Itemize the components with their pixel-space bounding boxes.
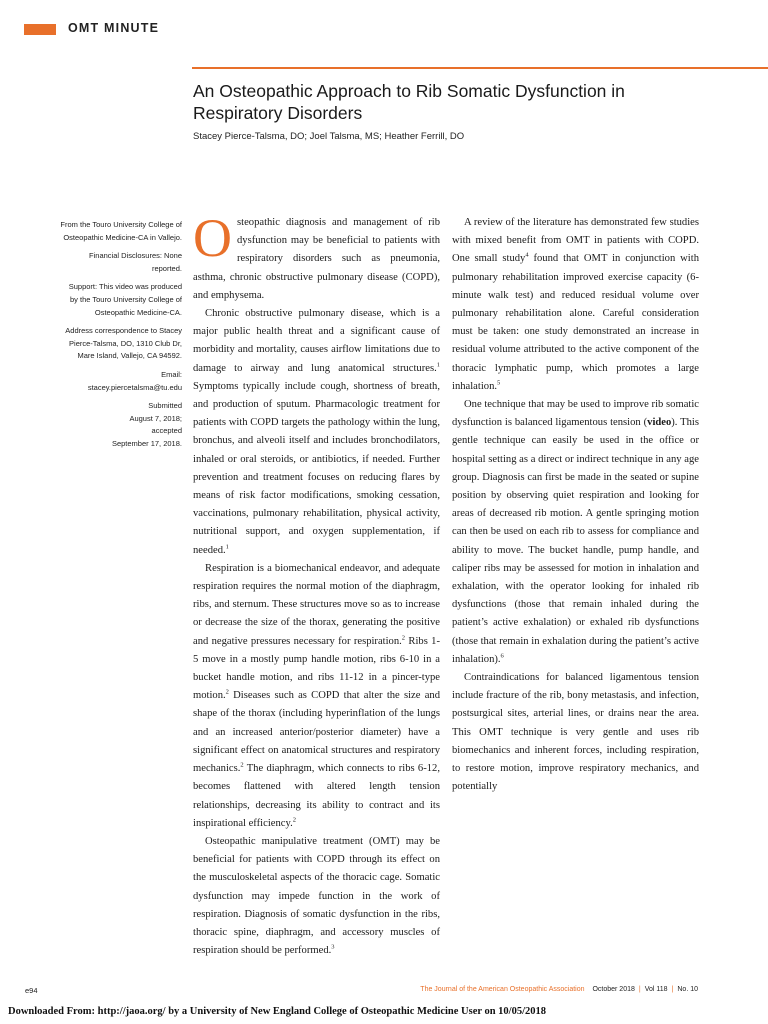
accepted-label: accepted [151, 426, 182, 436]
reference-3[interactable]: 3 [331, 943, 335, 951]
financial-disclosures: Financial Disclosures: None reported. [89, 251, 182, 273]
video-link[interactable]: video [647, 417, 672, 429]
submission-dates [60, 400, 182, 450]
drop-cap: O [193, 208, 232, 268]
affiliation: From the Touro University College of Osteopathic Medicine-CA in Vallejo. [60, 220, 182, 242]
issue-number: No. 10 [677, 986, 698, 993]
paragraph-omt: Osteopathic manipulative treatment (OMT) may be beneficial for patients with COPD through its effect on the musculoskeletal aspects of the thoracic cage. Somatic dysfunction may impede function in the work of respiration. Diagnosis of somatic dysfunction in the ribs, thoracic spine, diaphragm, and accessory muscles of respiration should be performed.$^3$ [193, 835, 440, 957]
issue-date: October 2018 [592, 986, 635, 993]
download-notice: Downloaded From: http://jaoa.org/ by a University of New England College of Osteopathic Medicine User on 10/05/2018 [8, 1006, 547, 1017]
reference-2[interactable]: 2 [401, 634, 406, 642]
correspondence-address: Address correspondence to Stacey Pierce-Talsma, DO, 1310 Club Dr, Mare Island, Vallejo, CA 94592. [65, 326, 182, 361]
journal-footer [420, 986, 698, 993]
footer-separator: | [671, 986, 674, 993]
journal-name: The Journal of the American Osteopathic Association [420, 986, 585, 993]
submitted-date: August 7, 2018; [129, 413, 182, 423]
article-sidebar [60, 219, 182, 457]
section-marker [24, 24, 56, 35]
footer-separator: | [638, 986, 641, 993]
body-column-right [452, 214, 699, 797]
accepted-date: September 17, 2018. [111, 438, 182, 448]
reference-2[interactable]: 2 [240, 761, 244, 769]
email-link[interactable]: stacey.piercetalsma@tu.edu [87, 382, 182, 392]
paragraph-copd: Chronic obstructive pulmonary disease, which is a major public health threat and a significant cause of morbidity and mortality, causes airflow limitations due to damage to airway and lung anatomical structures.$^1$ Symptoms typically include cough, shortness of breath, and production of sputum. Pharmacologic treatment for patients with COPD targets the pathology within the lung, bronchus, and alveoli itself and includes bronchodilators, inhaled or oral steroids, or antibiotics, if needed. Further prevention and treatment focuses on reducing flares by means of risk factor modifications, smoking cessation, vaccinations, pulmonary rehabilitation, physical activity, nutritional support, and oxygen supplementation, if needed.$^1$ [193, 308, 440, 556]
reference-6[interactable]: 6 [500, 652, 504, 660]
reference-1[interactable]: 1 [225, 543, 229, 551]
reference-2[interactable]: 2 [225, 688, 229, 696]
paragraph-respiration: Respiration is a biomechanical endeavor, and adequate respiration requires the normal motion of the diaphragm, ribs, and sternum. These structures move so as to increase or decrease the size of the thorax, generating the positive and negative pressures necessary for respiration.$^2$ Ribs 1-5 move in a mostly pump handle motion, ribs 6-10 in a bucket handle motion, and ribs 11-12 in a pincer-type motion.$^2$ Diseases such as COPD that alter the size and shape of the thorax (including hyperinflation of the lungs and an increased anterior/posterior diameter) have a significant effect on anatomical structures and respiratory mechanics.$^2$ The diaphragm, which connects to ribs 6-12, becomes flattened with altered length tension relationships, decreasing its ability to contract and its inspirational efficiency.$^2$ [193, 562, 440, 829]
article-title: An Osteopathic Approach to Rib Somatic Dysfunction in Respiratory Disorders [193, 81, 625, 123]
reference-4[interactable]: 4 [525, 251, 529, 259]
email-label: Email: [161, 369, 182, 379]
volume: Vol 118 [644, 986, 668, 993]
article-authors: Stacey Pierce-Talsma, DO; Joel Talsma, MS; Heather Ferrill, DO [193, 131, 465, 142]
section-label: OMT MINUTE [68, 21, 160, 35]
reference-1[interactable]: 1 [436, 361, 440, 369]
body-column-left [193, 208, 440, 960]
paragraph-technique: One technique that may be used to improve rib somatic dysfunction is balanced ligamentous tension (video). This gentle technique can easily be used in the office or hospital setting as a direct or indirect technique in any age group. Diagnosis can first be made in the seated or supine position by observing quiet respiration and looking for areas of decreased rib motion. A gentle springing motion can then be used on each rib to assess for compliance and ability to move. The bucket handle, pump handle, and caliper ribs may be assessed for motion in inhalation and exhalation, with the operator looking for inhaled rib dysfunctions (those that remain inhaled during the patient’s active exhalation) or exhaled rib dysfunctions (those that remain in exhalation during the patient’s active inhalation).$^6$ [452, 399, 699, 665]
paragraph-intro: Osteopathic diagnosis and management of rib dysfunction may be beneficial to patients with respiratory disorders such as pneumonia, asthma, chronic obstructive pulmonary disease (COPD), and emphysema. [193, 208, 440, 301]
reference-2[interactable]: 2 [292, 816, 296, 824]
paragraph-contraindications: Contraindications for balanced ligamentous tension include fracture of the rib, bony metastasis, and infection, postsurgical sites, arterial lines, or drains near the area. This OMT technique is very gentle and uses rib biomechanics and inherent forces, including respiration, to restore motion, improve respiratory mechanics, and potentially [452, 672, 699, 793]
support-note: Support: This video was produced by the Touro University College of Osteopathic Medicine-CA. [68, 282, 182, 317]
reference-5[interactable]: 5 [497, 379, 501, 387]
page-number: e94 [25, 986, 38, 995]
header-rule [192, 67, 768, 69]
email-block [60, 369, 182, 394]
paragraph-review: A review of the literature has demonstrated few studies with mixed benefit from OMT in patients with COPD. One small study$^4$ found that OMT in conjunction with pulmonary rehabilitation improved exercise capacity (6-minute walk test) and reduced residual volume over pulmonary rehabilitation alone. Careful consideration must be taken: one study demonstrated an increase in residual volume attributed to the active component of the thoracic lymphatic pump, which promotes a large inhalation.$^5$ [452, 217, 699, 392]
submitted-label: Submitted [148, 401, 182, 411]
